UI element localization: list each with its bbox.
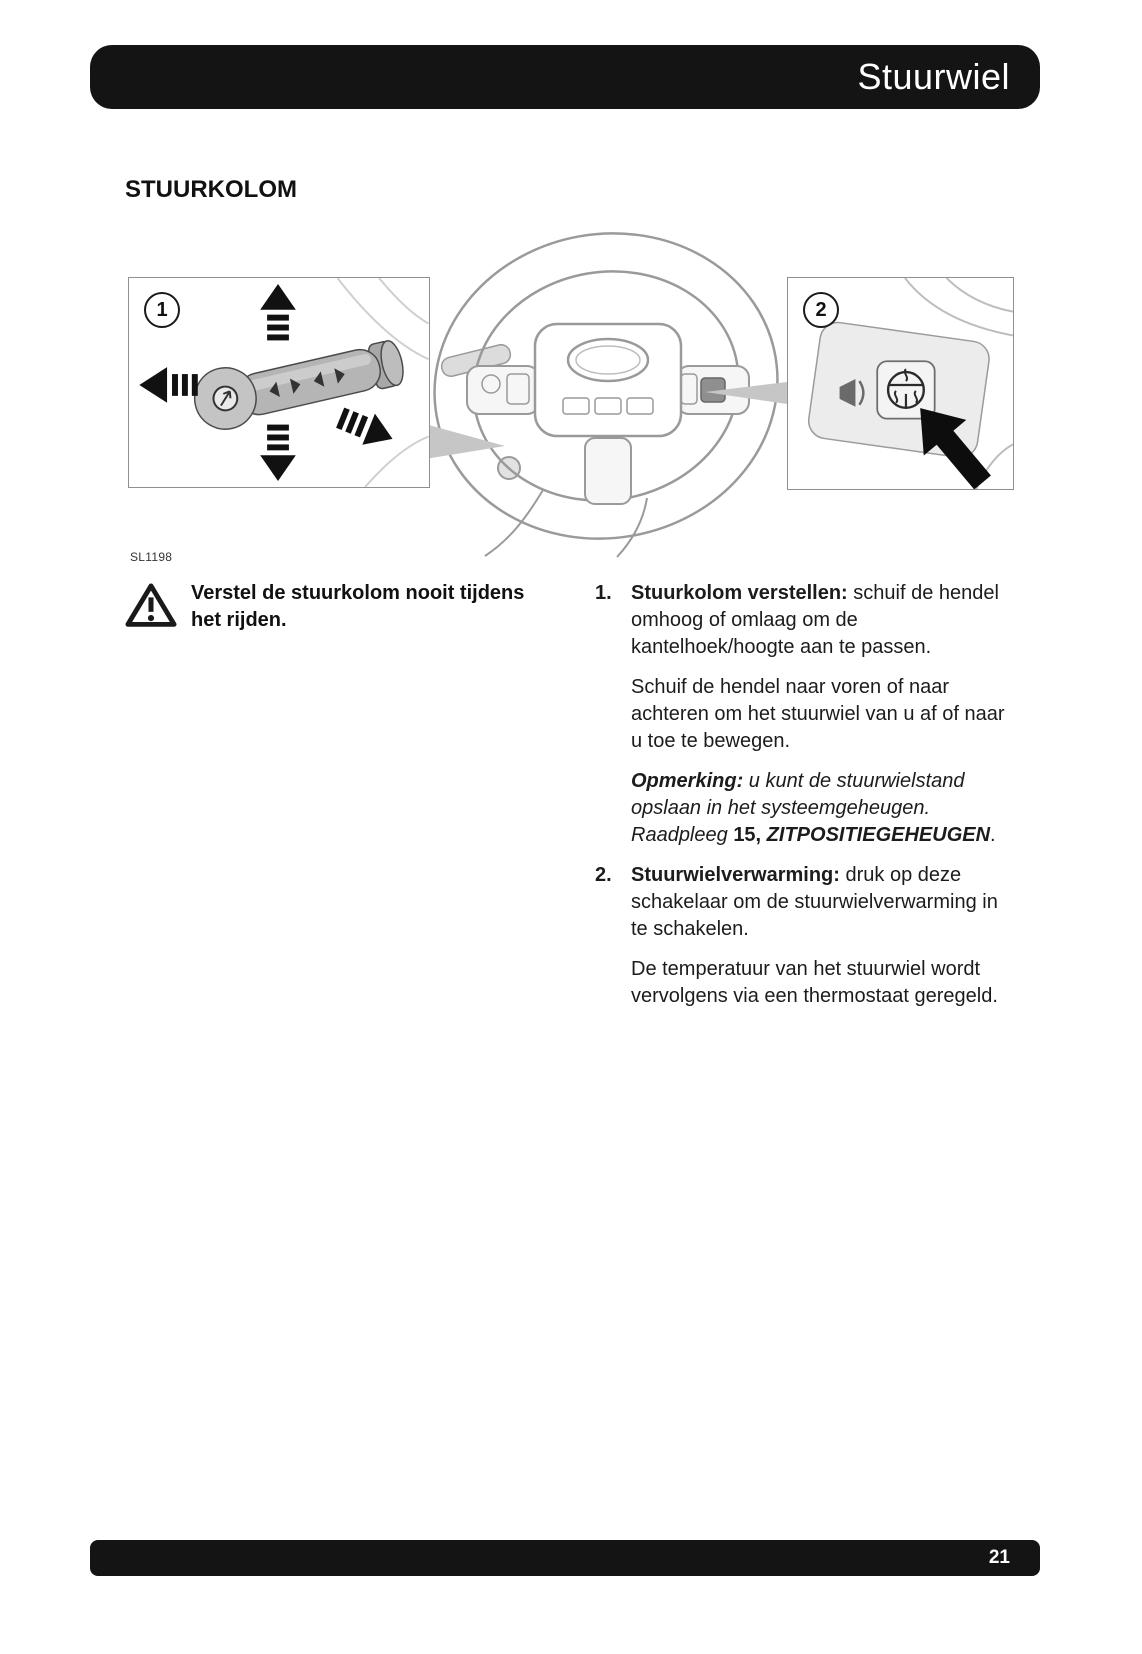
figure-code: SL1198: [130, 550, 173, 564]
note-reference-page: 15,: [733, 824, 762, 846]
callout-1: 1: [144, 292, 180, 328]
instruction-list: [595, 580, 1015, 1010]
pointer-to-column: [425, 424, 505, 459]
list-item-1-lead-bold: Stuurkolom verstellen:: [631, 582, 848, 604]
note-period: .: [990, 824, 996, 846]
list-item-2-lead-rest: druk op deze schakelaar om de stuurwielverwarming in te schakelen.: [631, 864, 998, 940]
list-item-2: [595, 862, 1015, 1010]
up-arrow-icon: [260, 284, 296, 340]
list-item-1-lead: [631, 580, 1015, 661]
content-columns: [125, 580, 1015, 1010]
list-item-2-lead-bold: Stuurwielverwarming:: [631, 864, 840, 886]
left-arrow-icon: [139, 367, 197, 403]
list-item-1-lead-rest: schuif de hendel omhoog of omlaag om de kantelhoek/hoogte aan te passen.: [631, 582, 999, 658]
page-number: 21: [988, 1547, 1010, 1568]
section-title: STUURKOLOM: [125, 176, 297, 203]
figure-steering-column: [128, 228, 1014, 566]
list-item-1-number: 1.: [595, 582, 612, 604]
note-body: u kunt de stuurwielstand opslaan in het systeemgeheugen. Raadpleeg: [631, 770, 965, 846]
header-bar: [90, 45, 1040, 109]
warning-block: [125, 580, 595, 634]
list-item-2-body: [631, 862, 1015, 1010]
note-label: Opmerking:: [631, 770, 744, 792]
figure-box-1: [128, 277, 430, 488]
list-item-2-number: 2.: [595, 864, 612, 886]
list-item-2-paragraph-2: De temperatuur van het stuurwiel wordt vervolgens via een thermostaat geregeld.: [631, 958, 998, 1007]
page-header-title: Stuurwiel: [857, 56, 1010, 97]
steering-wheel-illustration: [425, 228, 787, 558]
figure-box-2: [787, 277, 1014, 490]
list-item-1-paragraph-2: Schuif de hendel naar voren of naar achteren om het stuurwiel van u af of naar u toe te bewegen.: [631, 676, 1005, 752]
right-arrow-icon: [334, 402, 399, 454]
warning-text: Verstel de stuurkolom nooit tijdens het rijden.: [191, 582, 525, 631]
wheel-hub: [535, 324, 681, 436]
footer-bar: [90, 1540, 1040, 1576]
list-item-1: [595, 580, 1015, 849]
note-reference-name: ZITPOSITIEGEHEUGEN: [761, 824, 991, 846]
callout-2: 2: [803, 292, 839, 328]
list-item-1-note: [631, 768, 1015, 849]
list-item-2-lead: [631, 862, 1015, 943]
down-arrow-icon: [260, 425, 296, 481]
list-item-1-body: [631, 580, 1015, 849]
warning-icon: [125, 582, 177, 628]
